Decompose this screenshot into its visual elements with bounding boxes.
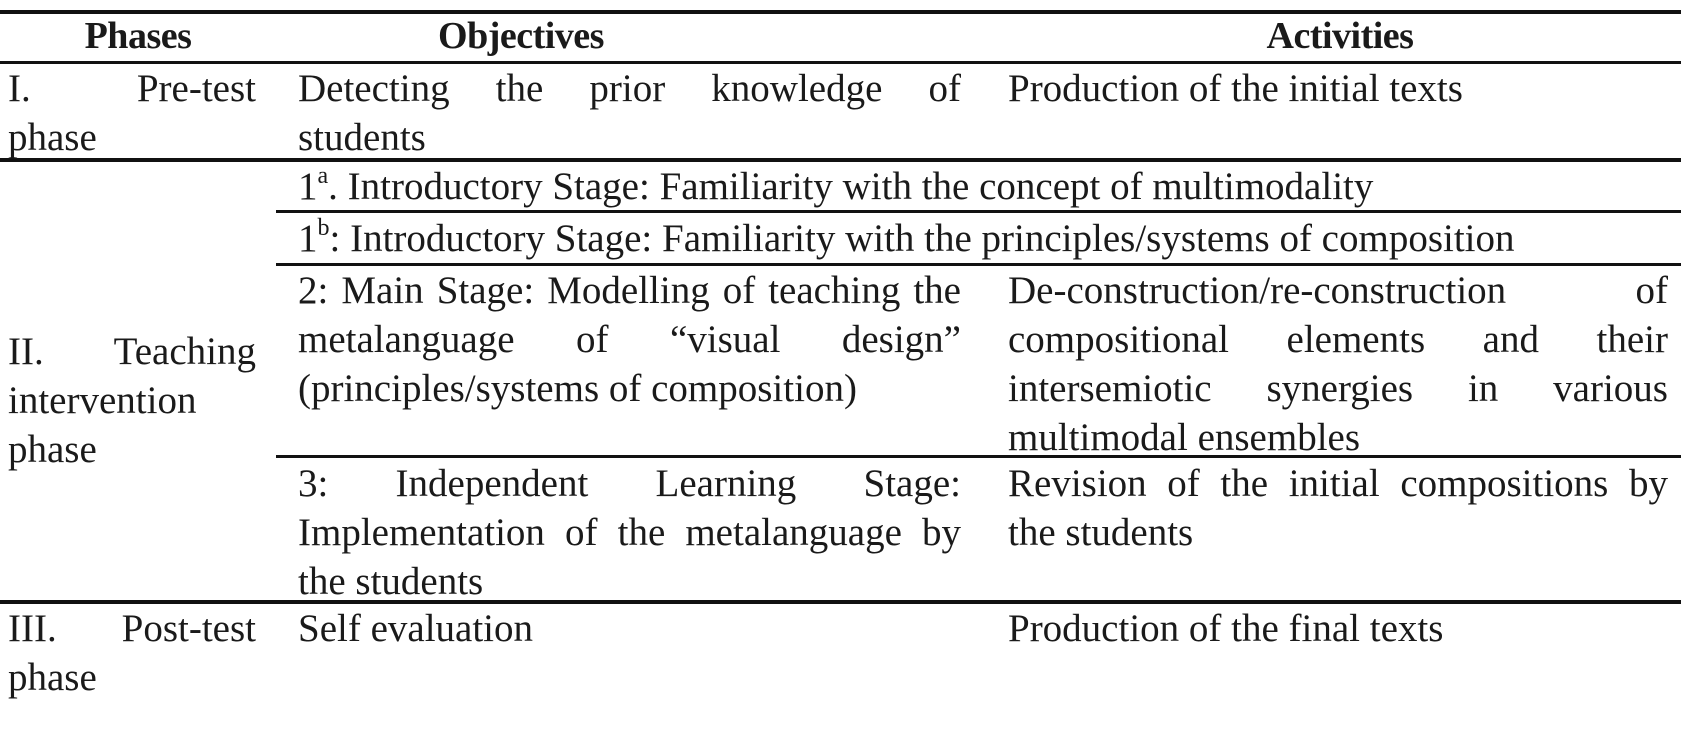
stage-2-activity: De-construction/re-construction of compositional elements and their intersemiotic synergies in various multimodal ensembles: [1008, 269, 1668, 459]
activity-cell-posttest: Production of the final texts: [1008, 607, 1444, 650]
objective-text: Detecting the prior knowledge of: [298, 67, 961, 110]
phase-cell-teaching: II. Teaching intervention phase: [8, 330, 256, 471]
stage-text: . Introductory Stage: Familiarity with the concept of multimodality: [328, 165, 1374, 208]
header-activities: Activities: [1266, 15, 1414, 57]
stage-superscript: a: [317, 163, 329, 189]
stage-2-objective: 2: Main Stage: Modelling of teaching the metalanguage of “visual design” (principles/systems of composition): [298, 269, 961, 410]
phase-label: phase: [8, 116, 97, 159]
phase-label: I.: [8, 67, 31, 110]
phase-label: Pre-test: [136, 67, 256, 110]
phase-cell-pretest: [8, 64, 256, 162]
stage-1a-row: [298, 162, 1373, 211]
activity-cell-pretest: Production of the initial texts: [1008, 67, 1463, 110]
objective-cell-pretest: [298, 64, 961, 162]
stage-text: : Introductory Stage: Familiarity with the principles/systems of composition: [329, 217, 1515, 260]
stage-3-activity: Revision of the initial compositions by the students: [1008, 462, 1668, 554]
stage-superscript: b: [317, 215, 330, 241]
stage-3-objective: 3: Independent Learning Stage: Implementation of the metalanguage by the students: [298, 462, 961, 603]
phase-cell-posttest: III. Post-test phase: [8, 607, 256, 699]
objective-text: students: [298, 116, 426, 159]
stage-number: 1: [298, 165, 318, 208]
header-objectives: Objectives: [438, 15, 604, 57]
objective-cell-posttest: Self evaluation: [298, 607, 534, 650]
stage-1b-row: [298, 214, 1515, 263]
header-phases: Phases: [84, 15, 192, 57]
stage-number: 1: [298, 217, 318, 260]
